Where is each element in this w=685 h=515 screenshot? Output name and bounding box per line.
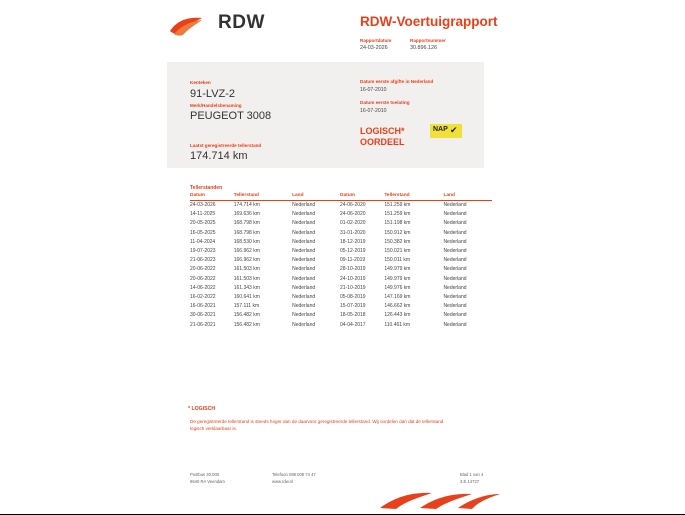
cell-datum: 24-06-2020 (340, 211, 366, 218)
cell-datum: 16-06-2021 (190, 303, 216, 310)
cell-land: Nederland (292, 229, 316, 236)
cell-land: Nederland (292, 248, 316, 255)
footer-swoosh-icon (380, 492, 500, 510)
footer-phone: Telefoon 088 008 74 47 (272, 472, 316, 477)
table-row (340, 265, 492, 274)
table-row (190, 256, 340, 265)
cell-land: Nederland (292, 303, 316, 310)
cell-datum: 20-06-2022 (190, 266, 216, 273)
cell-land: Nederland (443, 321, 467, 328)
nap-label: NAP (433, 126, 448, 133)
rapportnummer-value: 30.896.126 (410, 45, 437, 51)
rapportdatum-label: Rapportdatum (360, 38, 392, 43)
table-header-row (190, 193, 340, 200)
report-title: RDW-Voertuigrapport (360, 14, 498, 29)
cell-datum: 05-12-2019 (340, 248, 366, 255)
cell-tellerstand: 150.021 km (384, 248, 411, 255)
vehicle-summary-panel (167, 62, 484, 168)
cell-tellerstand: 150.011 km (384, 257, 411, 264)
cell-land: Nederland (292, 284, 316, 291)
cell-datum: 01-02-2020 (340, 220, 366, 227)
footer-form-code: 3.E.14737 (460, 478, 480, 484)
cell-datum: 18-05-2018 (340, 312, 366, 319)
cell-land: Nederland (443, 202, 467, 209)
table-row (190, 302, 340, 311)
tellerstanden-section-title: Tellerstanden (190, 185, 223, 191)
kenteken-value: 91-LVZ-2 (190, 88, 236, 100)
eerste-toelating-label: Datum eerste toelating (360, 100, 410, 105)
table-row (190, 228, 340, 237)
cell-tellerstand: 160.641 km (233, 293, 260, 300)
cell-land: Nederland (292, 211, 316, 218)
cell-land: Nederland (292, 293, 316, 300)
cell-land: Nederland (443, 275, 467, 282)
cell-tellerstand: 150.382 km (384, 238, 411, 245)
cell-tellerstand: 166.962 km (233, 248, 260, 255)
tellerstand-label: Laatst geregistreerde tellerstand (190, 143, 262, 148)
cell-tellerstand: 126.443 km (384, 312, 411, 319)
table-row (190, 274, 340, 283)
table-row (340, 219, 492, 228)
cell-land: Nederland (292, 321, 316, 328)
cell-datum: 24-10-2019 (340, 275, 366, 282)
cell-tellerstand: 166.962 km (233, 257, 260, 264)
cell-datum: 04-04-2017 (340, 321, 366, 328)
table-row (340, 292, 492, 301)
cell-datum: 31-01-2020 (340, 229, 366, 236)
cell-tellerstand: 151.198 km (384, 220, 411, 227)
eerste-afgifte-value: 16-07-2010 (360, 87, 387, 93)
table-row (190, 292, 340, 301)
table-row (190, 311, 340, 320)
cell-datum: 05-08-2019 (340, 293, 366, 300)
rapportdatum-value: 24-03-2026 (360, 45, 388, 51)
cell-datum: 21-06-2021 (190, 321, 216, 328)
tellerstanden-table-right (340, 193, 492, 329)
rdw-logo-icon (168, 17, 212, 37)
cell-datum: 19-07-2023 (190, 248, 216, 255)
footer-page-number: Blad 1 van 4 (460, 472, 484, 477)
merk-label: Merk/Handelsbenaming (190, 103, 242, 108)
cell-land: Nederland (292, 312, 316, 319)
cell-tellerstand: 168.798 km (233, 229, 260, 236)
footer-address-line-1: Postbus 30.000 (190, 472, 220, 477)
kenteken-label: Kenteken (190, 80, 211, 85)
cell-datum: 16-02-2022 (190, 293, 216, 300)
check-icon: ✔ (450, 125, 458, 135)
cell-tellerstand: 149.979 km (384, 275, 411, 282)
cell-tellerstand: 149.976 km (384, 284, 411, 291)
report-header (0, 0, 685, 62)
footer-contact (272, 472, 316, 485)
table-row (340, 210, 492, 219)
cell-datum: 18-12-2019 (340, 238, 366, 245)
oordeel-line-1: LOGISCH* (360, 126, 405, 136)
cell-tellerstand: 157.111 km (233, 303, 260, 310)
cell-land: Nederland (292, 238, 316, 245)
cell-tellerstand: 161.503 km (233, 275, 260, 282)
cell-land: Nederland (292, 220, 316, 227)
tellerstanden-table-left (190, 193, 340, 329)
table-row (340, 302, 492, 311)
cell-tellerstand: 169.636 km (233, 211, 260, 218)
footer-pagination (460, 472, 483, 485)
column-header-tellerstand: Tellerstand (384, 193, 443, 200)
table-row (340, 256, 492, 265)
table-row (340, 320, 492, 329)
table-row (340, 228, 492, 237)
cell-tellerstand: 110.461 km (384, 321, 411, 328)
eerste-toelating-value: 16-07-2010 (360, 108, 387, 114)
table-row (340, 311, 492, 320)
cell-datum: 14-11-2025 (190, 211, 216, 218)
cell-datum: 21-06-2023 (190, 257, 216, 264)
cell-land: Nederland (292, 275, 316, 282)
cell-datum: 16-05-2025 (190, 229, 216, 236)
cell-datum: 11-04-2024 (190, 238, 216, 245)
cell-land: Nederland (292, 202, 316, 209)
table-row (340, 274, 492, 283)
cell-datum: 24-03-2026 (190, 202, 216, 209)
footer-website[interactable]: www.rdw.nl (272, 478, 293, 484)
cell-land: Nederland (443, 293, 467, 300)
cell-land: Nederland (443, 248, 467, 255)
table-row (340, 283, 492, 292)
table-row (190, 210, 340, 219)
cell-datum: 20-06-2022 (190, 275, 216, 282)
cell-tellerstand: 149.979 km (384, 266, 411, 273)
cell-tellerstand: 168.530 km (233, 238, 260, 245)
table-row (190, 283, 340, 292)
cell-tellerstand: 151.259 km (384, 211, 411, 218)
cell-tellerstand: 147.169 km (384, 293, 411, 300)
cell-datum: 28-10-2019 (340, 266, 366, 273)
footer-address-line-2: 9640 RA Veendam (190, 478, 225, 484)
cell-datum: 15-07-2019 (340, 303, 366, 310)
cell-datum: 30-06-2021 (190, 312, 216, 319)
cell-datum: 21-10-2019 (340, 284, 366, 291)
cell-tellerstand: 168.798 km (233, 220, 260, 227)
cell-land: Nederland (443, 238, 467, 245)
rapportnummer-label: Rapportnummer (410, 38, 446, 43)
cell-land: Nederland (443, 220, 467, 227)
cell-tellerstand: 146.662 km (384, 303, 411, 310)
cell-land: Nederland (443, 312, 467, 319)
cell-datum: 24-06-2020 (340, 202, 366, 209)
nap-badge (430, 124, 462, 138)
cell-land: Nederland (443, 229, 467, 236)
cell-tellerstand: 156.482 km (233, 312, 260, 319)
table-row (190, 237, 340, 246)
column-header-tellerstand: Tellerstand (234, 193, 292, 200)
table-row (190, 246, 340, 255)
cell-datum: 09-11-2019 (340, 257, 366, 264)
cell-datum: 14-06-2022 (190, 284, 216, 291)
table-header-row (340, 193, 492, 200)
footnote-title: * LOGISCH (188, 406, 216, 412)
cell-datum: 20-05-2025 (190, 220, 216, 227)
merk-value: PEUGEOT 3008 (190, 110, 272, 122)
footnote-body: De geregistreerde tellerstand is steeds hoger dan de daarvoor geregistreerde tellerstand. Wij oordelen dan dat de tellerstand logisch verklaarbaar is. (190, 419, 444, 431)
cell-tellerstand: 150.912 km (384, 229, 411, 236)
column-header-land: Land (292, 193, 340, 200)
table-row (340, 200, 492, 210)
cell-land: Nederland (443, 257, 467, 264)
cell-land: Nederland (443, 266, 467, 273)
brand-title: RDW (218, 12, 265, 33)
tellerstand-value: 174.714 km (190, 150, 248, 162)
column-header-land: Land (443, 193, 492, 200)
cell-land: Nederland (292, 266, 316, 273)
cell-tellerstand: 156.482 km (233, 321, 260, 328)
table-row (190, 219, 340, 228)
cell-tellerstand: 151.259 km (384, 202, 411, 209)
oordeel-line-2: OORDEEL (360, 137, 405, 147)
eerste-afgifte-label: Datum eerste afgifte in Nederland (360, 79, 434, 84)
footer-address (190, 472, 225, 485)
cell-land: Nederland (443, 303, 467, 310)
cell-land: Nederland (443, 284, 467, 291)
cell-tellerstand: 161.343 km (233, 284, 260, 291)
column-header-datum: Datum (190, 193, 234, 200)
column-header-datum: Datum (340, 193, 384, 200)
cell-land: Nederland (443, 211, 467, 218)
oordeel-block (360, 126, 405, 148)
cell-tellerstand: 174.714 km (233, 202, 260, 209)
table-row (190, 320, 340, 329)
table-row (190, 265, 340, 274)
cell-land: Nederland (292, 257, 316, 264)
table-row (340, 237, 492, 246)
table-row (190, 200, 340, 210)
table-row (340, 246, 492, 255)
cell-tellerstand: 161.503 km (233, 266, 260, 273)
